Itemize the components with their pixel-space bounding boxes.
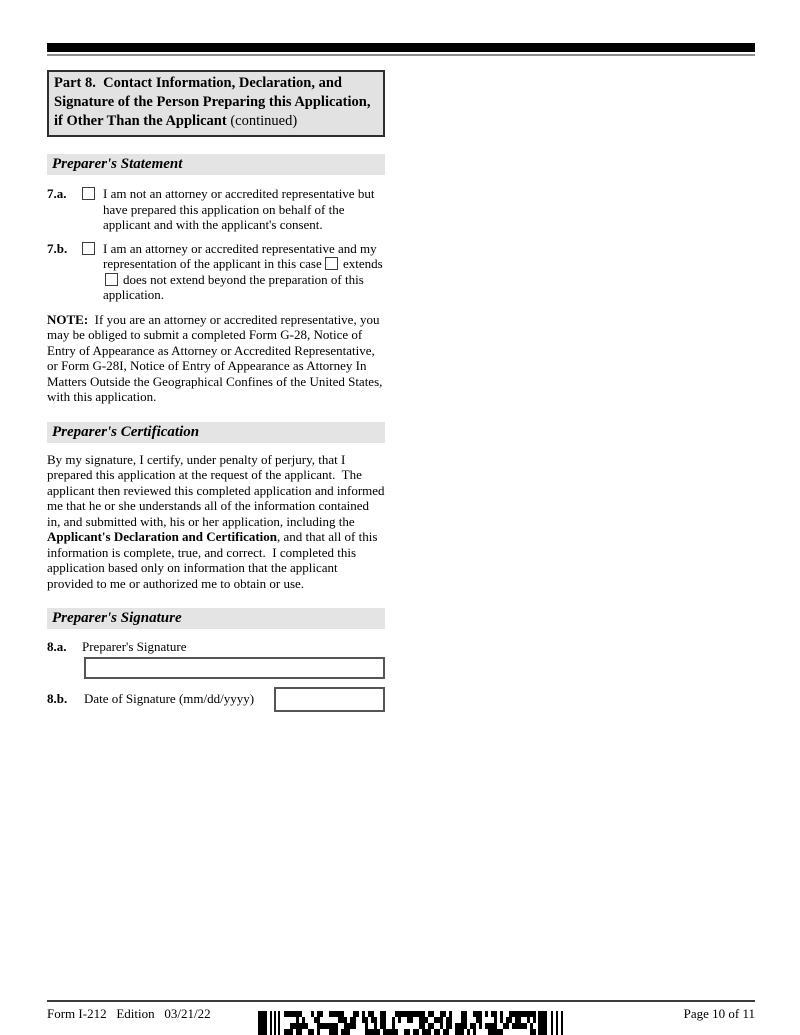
note-label: NOTE: — [47, 311, 89, 327]
field-8a — [47, 639, 385, 679]
checkbox-7a[interactable] — [82, 187, 95, 200]
note-paragraph — [47, 312, 385, 405]
top-rule-black — [47, 43, 755, 52]
form-edition-label: Form I-212 Edition 03/21/22 — [47, 1006, 211, 1021]
section-heading-preparers-certification: Preparer's Certification — [47, 422, 385, 443]
item-7a-number: 7.a. — [47, 186, 67, 201]
note-text: If you are an attorney or accredited representative, you may be obliged to submit a completed Form G-28, Notice of Entry of Appearance as Attorney or Accredited Representative, or Form G-28I, Notice of Entry of Appearance as Attorney In Matters Outside the Geographical Confines of the United States, with this application. — [47, 311, 386, 404]
page-number-label: Page 10 of 11 — [683, 1006, 755, 1021]
checkbox-extends[interactable] — [325, 257, 338, 270]
certification-paragraph — [47, 451, 388, 592]
part8-header — [47, 70, 385, 137]
date-of-signature-input[interactable] — [274, 687, 385, 712]
checkbox-7b[interactable] — [82, 242, 95, 255]
certification-text-after: , and that all of this information is complete, true, and correct. I completed this application based only on information that the applicant provided to me or authorized me to obtain or use. — [47, 529, 381, 591]
field-8b-number: 8.b. — [47, 691, 68, 706]
item-7a — [47, 186, 385, 233]
field-8b — [47, 687, 385, 712]
extends-label: extends — [343, 256, 383, 271]
barcode — [258, 1011, 575, 1035]
section-heading-preparers-statement: Preparer's Statement — [47, 154, 385, 175]
top-rule-gray — [47, 54, 755, 56]
certification-text-before: By my signature, I certify, under penalty of perjury, that I prepared this application at the request of the applicant. The applicant then reviewed this completed application and informed me that he or she understands all of the information contained in, and submitted with, his or her application, including the — [47, 451, 388, 529]
certification-text-bold: Applicant's Declaration and Certification — [47, 529, 278, 544]
does-not-extend-label: does not extend beyond the preparation of this application. — [103, 271, 364, 302]
item-7b — [47, 241, 385, 303]
checkbox-does-not-extend[interactable] — [105, 273, 118, 286]
item-7a-text: I am not an attorney or accredited representative but have prepared this application on behalf of the applicant and with the applicant's consent. — [103, 186, 375, 232]
part8-continued: (continued) — [226, 113, 298, 129]
preparers-signature-input[interactable] — [84, 657, 385, 679]
field-8b-label: Date of Signature (mm/dd/yyyy) — [84, 691, 255, 706]
page-footer — [47, 1000, 755, 1022]
section-heading-preparers-signature: Preparer's Signature — [47, 608, 385, 629]
field-8a-number: 8.a. — [47, 639, 67, 654]
field-8a-label: Preparer's Signature — [82, 639, 187, 654]
item-7b-number: 7.b. — [47, 240, 68, 256]
item-7b-intro: I am an attorney or accredited representative and my representation of the applicant in this case — [103, 240, 377, 271]
part8-title: Part 8. Contact Information, Declaration, and Signature of the Person Preparing this Application, if Other Than the Applicant — [54, 75, 375, 129]
item-7b-text — [103, 241, 385, 303]
